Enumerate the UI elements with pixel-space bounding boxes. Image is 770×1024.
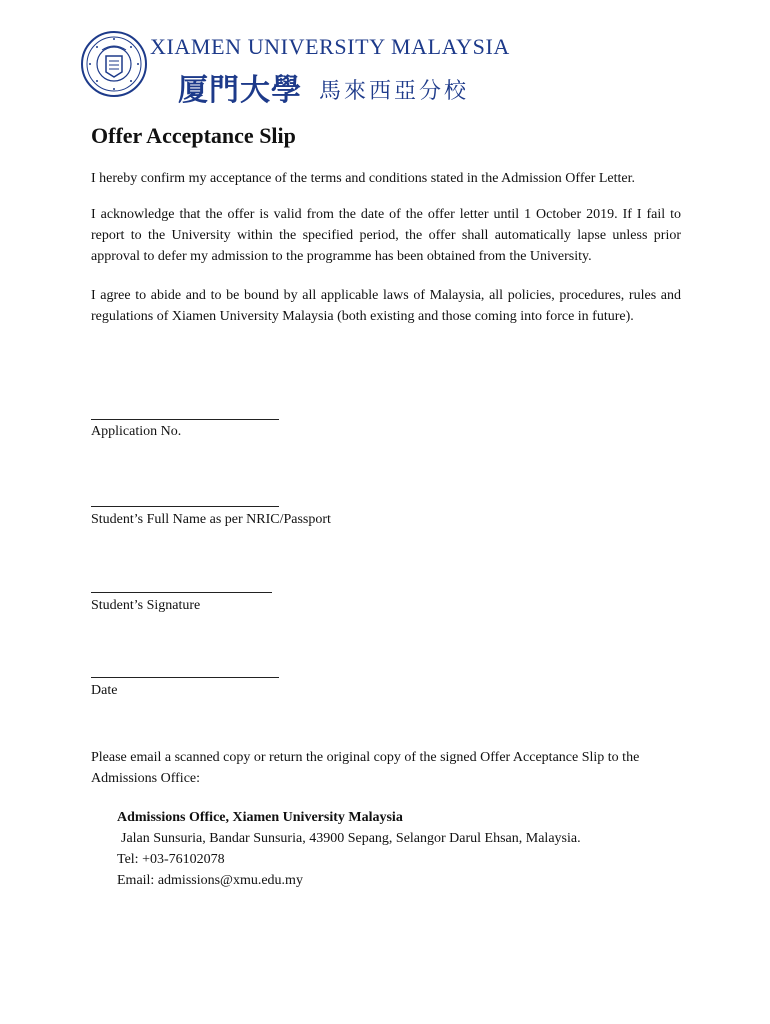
application-no-label: Application No.: [91, 424, 182, 439]
admissions-office-name: Admissions Office, Xiamen University Malaysia: [117, 810, 403, 825]
admissions-email[interactable]: Email: admissions@xmu.edu.my: [117, 873, 303, 888]
compliance-paragraph: I agree to abide and to be bound by all applicable laws of Malaysia, all policies, procedures, rules and regulations of Xiamen University Malaysia (both existing and those coming into force in future).: [91, 288, 681, 324]
signature-label: Student’s Signature: [91, 598, 201, 613]
offer-acceptance-slip: [91, 120, 681, 888]
application-no-line[interactable]: [91, 419, 279, 420]
admissions-address-block: [117, 807, 657, 891]
document-title: Offer Acceptance Slip: [91, 123, 296, 148]
return-instructions: Please email a scanned copy or return the original copy of the signed Offer Acceptance Slip to the Admissions Office:: [91, 750, 640, 786]
admissions-telephone: Tel: +03-76102078: [117, 852, 225, 867]
university-name-en: XIAMEN UNIVERSITY MALAYSIA: [150, 34, 510, 59]
university-name-cn: [178, 63, 469, 107]
university-name-cn-campus: 馬來西亞分校: [318, 79, 469, 104]
confirmation-paragraph: I hereby confirm my acceptance of the terms and conditions stated in the Admission Offer Letter.: [91, 171, 636, 186]
university-seal-icon: [80, 28, 148, 100]
full-name-line[interactable]: [91, 506, 279, 507]
date-label: Date: [91, 683, 118, 698]
signature-line[interactable]: [91, 592, 272, 593]
university-name-cn-main: 厦門大學: [178, 73, 302, 108]
admissions-street-address: Jalan Sunsuria, Bandar Sunsuria, 43900 Sepang, Selangor Darul Ehsan, Malaysia.: [121, 831, 581, 846]
full-name-label: Student’s Full Name as per NRIC/Passport: [91, 512, 331, 527]
date-line[interactable]: [91, 677, 279, 678]
validity-paragraph: I acknowledge that the offer is valid from the date of the offer letter until 1 October 2019. If I fail to report to the University within the specified period, the offer shall automatically lapse unless prior approval to defer my admission to the programme has been obtained from the University.: [91, 207, 681, 264]
letterhead: [80, 26, 540, 108]
